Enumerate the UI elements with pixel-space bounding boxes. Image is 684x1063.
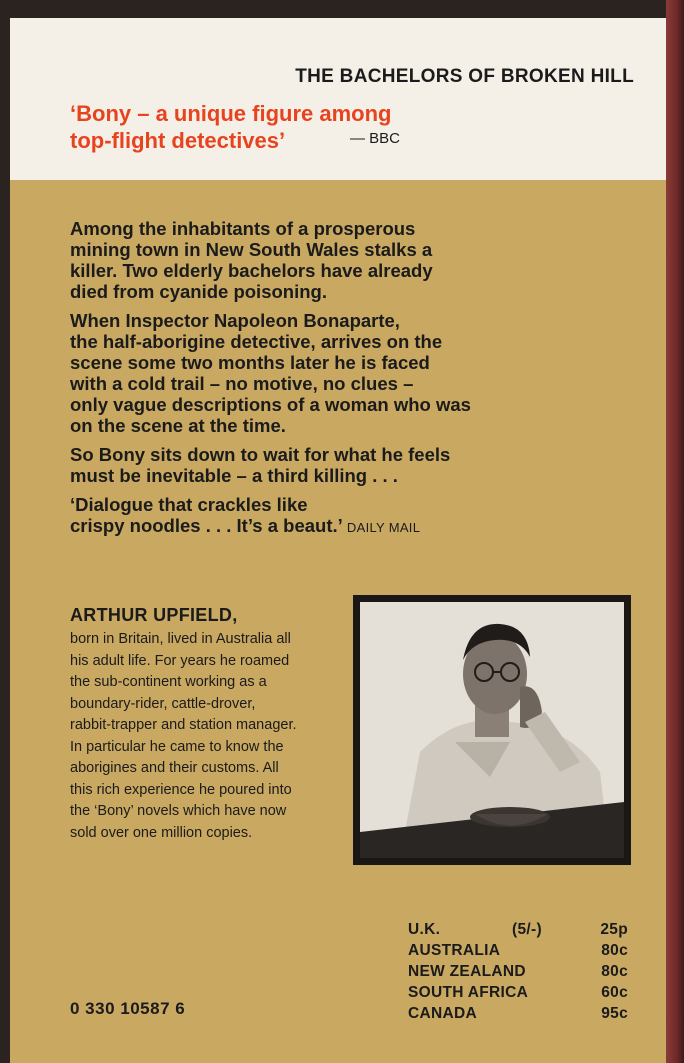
headline-quote-source: — BBC xyxy=(350,130,401,147)
author-bio-line: boundary-rider, cattle-drover, xyxy=(70,695,256,712)
synopsis-line: on the scene at the time. xyxy=(70,415,286,436)
synopsis-line: with a cold trail – no motive, no clues – xyxy=(70,373,414,394)
review-line: crispy noodles . . . It’s a beaut.’ xyxy=(70,515,342,536)
author-bio-line: rabbit-trapper and station manager. xyxy=(70,717,297,733)
price-country: U.K. xyxy=(408,921,441,938)
author-bio-line: his adult life. For years he roamed xyxy=(70,652,290,669)
author-photo xyxy=(360,602,624,858)
author-bio-line: aborigines and their customs. All xyxy=(70,760,279,776)
synopsis-line: mining town in New South Wales stalks a xyxy=(70,239,433,260)
synopsis-line: scene some two months later he is faced xyxy=(70,352,430,373)
author-bio xyxy=(70,629,350,844)
headline-quote-line: top-flight detectives’ xyxy=(70,128,286,153)
price-alt: (5/-) xyxy=(512,921,542,938)
author-bio-line: the sub-continent working as a xyxy=(70,674,267,690)
back-cover xyxy=(10,18,666,1063)
headline-quote xyxy=(70,100,391,154)
header-band xyxy=(10,18,666,180)
price-row xyxy=(408,1005,628,1026)
book-title: THE BACHELORS OF BROKEN HILL xyxy=(295,66,634,87)
synopsis xyxy=(70,218,590,546)
synopsis-line: When Inspector Napoleon Bonaparte, xyxy=(70,310,400,331)
price-value: 80c xyxy=(601,963,628,980)
review-source: DAILY MAIL xyxy=(346,520,421,535)
synopsis-line: died from cyanide poisoning. xyxy=(70,281,327,302)
book-spine-edge xyxy=(666,0,684,1063)
price-country: SOUTH AFRICA xyxy=(408,984,529,1001)
price-country: NEW ZEALAND xyxy=(408,963,526,980)
price-row xyxy=(408,921,628,942)
price-value: 80c xyxy=(601,942,628,959)
price-row xyxy=(408,942,628,963)
price-table xyxy=(408,921,628,1026)
synopsis-line: must be inevitable – a third killing . . . xyxy=(70,465,398,486)
price-row xyxy=(408,963,628,984)
price-value: 25p xyxy=(600,921,628,938)
headline-quote-line: ‘Bony – a unique figure among xyxy=(70,101,392,126)
author-bio-line: this rich experience he poured into xyxy=(70,781,292,798)
review-quote xyxy=(70,494,590,538)
author-bio-line: born in Britain, lived in Australia all xyxy=(70,631,291,647)
isbn: 0 330 10587 6 xyxy=(70,999,186,1018)
synopsis-paragraph xyxy=(70,444,590,486)
synopsis-line: Among the inhabitants of a prosperous xyxy=(70,218,416,239)
synopsis-paragraph xyxy=(70,310,590,436)
synopsis-line: the half-aborigine detective, arrives on the xyxy=(70,331,443,352)
author-name: ARTHUR UPFIELD, xyxy=(70,605,238,625)
author-photo-frame xyxy=(353,595,631,865)
synopsis-line: killer. Two elderly bachelors have already xyxy=(70,260,433,281)
synopsis-line: only vague descriptions of a woman who was xyxy=(70,394,471,415)
author-bio-line: sold over one million copies. xyxy=(70,824,253,841)
price-value: 60c xyxy=(601,984,628,1001)
price-country: AUSTRALIA xyxy=(408,942,501,959)
price-value: 95c xyxy=(601,1005,628,1022)
author-bio-line: In particular he came to know the xyxy=(70,738,284,755)
review-line: ‘Dialogue that crackles like xyxy=(70,494,308,515)
synopsis-line: So Bony sits down to wait for what he feels xyxy=(70,444,451,465)
price-country: CANADA xyxy=(408,1005,477,1022)
author-portrait-illustration xyxy=(360,602,624,858)
synopsis-paragraph xyxy=(70,218,590,302)
author-bio-line: the ‘Bony’ novels which have now xyxy=(70,803,287,819)
price-row xyxy=(408,984,628,1005)
